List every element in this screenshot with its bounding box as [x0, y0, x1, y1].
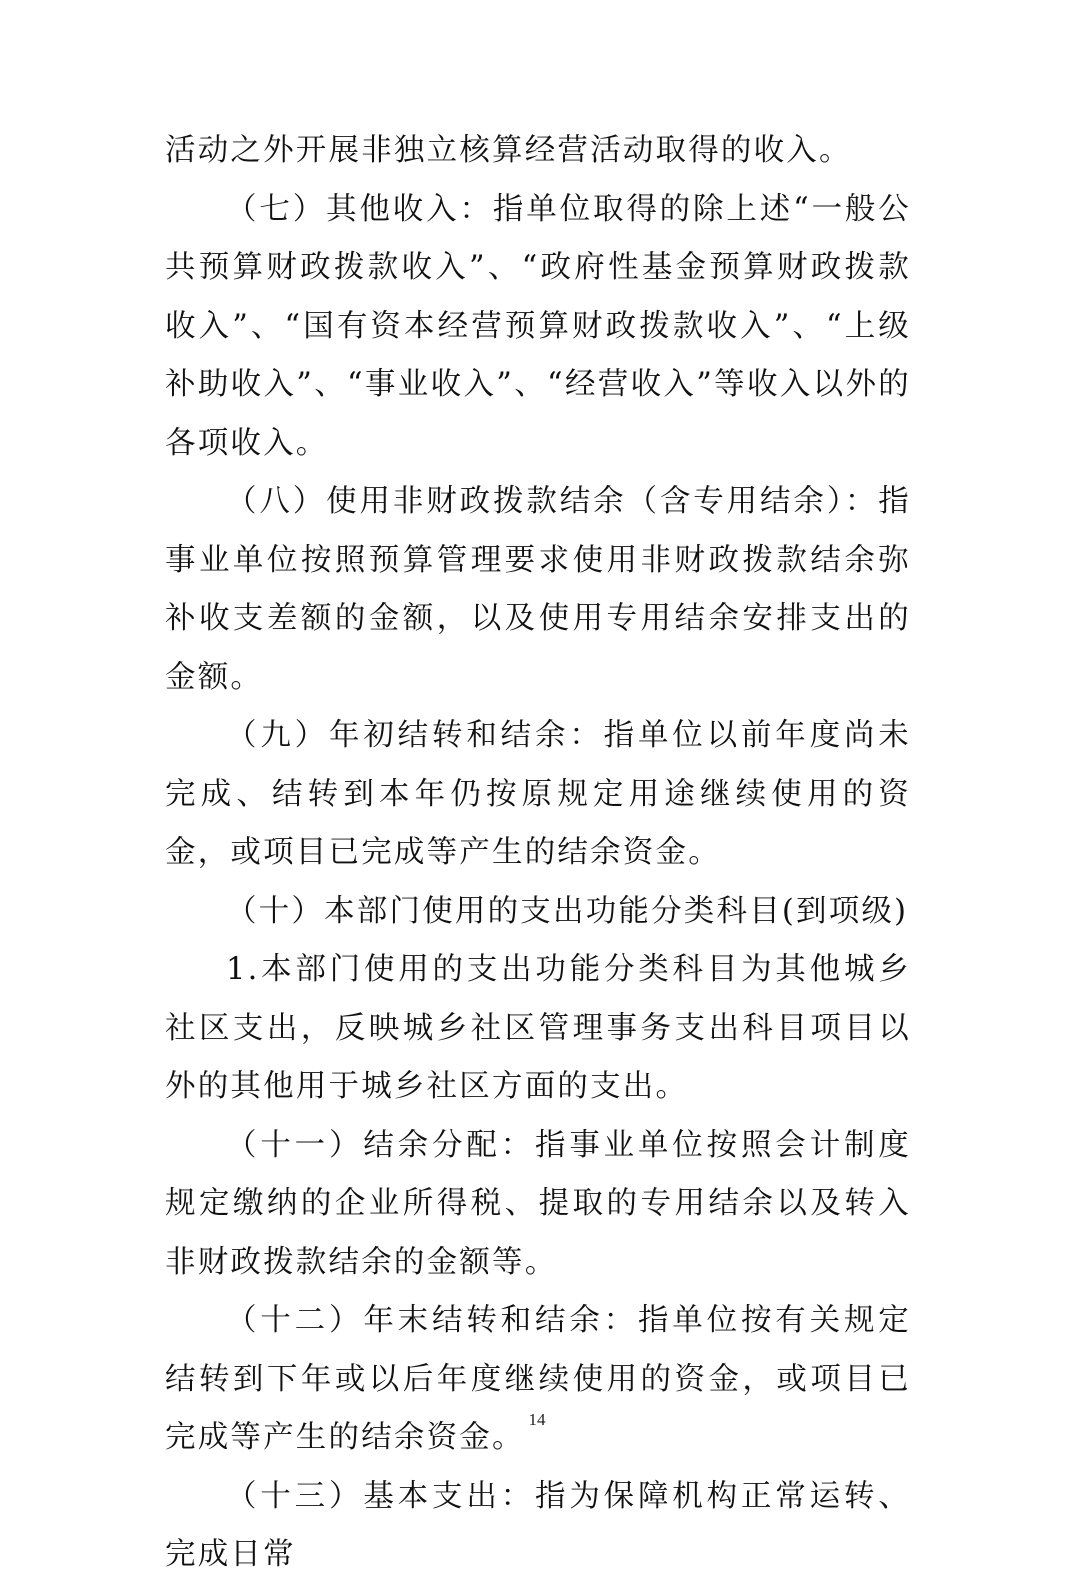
paragraph-item-11-balance-distribution: （十一）结余分配：指事业单位按照会计制度规定缴纳的企业所得税、提取的专用结余以及转入非财政拨款结余的金额等。	[165, 1127, 911, 1280]
paragraph-item-12-closing-carryover: （十二）年末结转和结余：指单位按有关规定结转到下年或以后年度继续使用的资金，或项目已完成等产生的结余资金。	[165, 1303, 911, 1455]
page-number: 14	[528, 1410, 546, 1429]
body-text	[165, 122, 911, 1585]
paragraph-item-9-opening-carryover: （九）年初结转和结余：指单位以前年度尚未完成、结转到本年仍按原规定用途继续使用的资金，或项目已完成等产生的结余资金。	[165, 718, 911, 870]
paragraph-item-8-non-fiscal-balance: （八）使用非财政拨款结余（含专用结余）：指事业单位按照预算管理要求使用非财政拨款结余弥补收支差额的金额，以及使用专用结余安排支出的金额。	[165, 484, 911, 695]
paragraph-item-7-other-income: （七）其他收入：指单位取得的除上述“一般公共预算财政拨款收入”、“政府性基金预算财政拨款收入”、“国有资本经营预算财政拨款收入”、“上级补助收入”、“事业收入”、“经营收入”等收入以外的各项收入。	[165, 191, 911, 461]
paragraph-item-10-function-classification: （十）本部门使用的支出功能分类科目(到项级)	[226, 893, 909, 929]
paragraph-item-13-basic-expenditure: （十三）基本支出：指为保障机构正常运转、完成日常	[165, 1478, 911, 1572]
paragraph-item-10-1-subject: 1.本部门使用的支出功能分类科目为其他城乡社区支出，反映城乡社区管理事务支出科目项目以外的其他用于城乡社区方面的支出。	[165, 952, 911, 1104]
paragraph-continuation: 活动之外开展非独立核算经营活动取得的收入。	[165, 133, 852, 168]
